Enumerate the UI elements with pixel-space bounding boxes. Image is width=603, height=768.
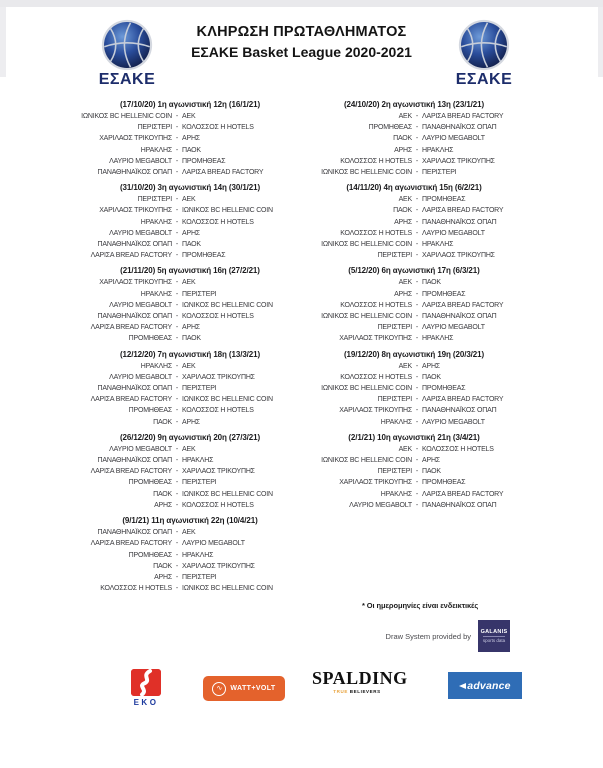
match-away-team: ΚΟΛΟΣΣΟΣ H HOTELS — [182, 407, 254, 415]
wattvolt-logo-label: WATT+VOLT — [230, 685, 276, 692]
round-header: (2/1/21) 10η αγωνιστική 21η (3/4/21) — [348, 432, 480, 442]
match-away-team: ΗΡΑΚΛΗΣ — [182, 551, 214, 559]
match-away-team: ΠΕΡΙΣΤΕΡΙ — [182, 573, 217, 581]
match-away-team: ΚΟΛΟΣΣΟΣ H HOTELS — [182, 124, 254, 132]
match-row — [270, 300, 558, 311]
match-home-team: ΙΩΝΙΚΟΣ BC HELLENIC COIN — [321, 385, 412, 393]
match-dash: - — [175, 385, 179, 393]
galanis-logo-name: GALANIS — [480, 629, 508, 635]
match-dash: - — [175, 135, 179, 143]
match-dash: - — [415, 445, 419, 453]
match-dash: - — [175, 445, 179, 453]
match-away-team: ΠΑΟΚ — [422, 373, 441, 381]
match-away-team: ΙΩΝΙΚΟΣ BC HELLENIC COIN — [182, 396, 273, 404]
dates-indicative-note: * Οι ημερομηνίες είναι ενδεικτικές — [362, 601, 479, 610]
match-away-team: ΠΑΝΑΘΗΝΑΪΚΟΣ ΟΠΑΠ — [422, 501, 497, 509]
wattvolt-wave-icon: ∿ — [212, 682, 226, 696]
round-header: (17/10/20) 1η αγωνιστική 12η (16/1/21) — [119, 100, 261, 109]
round-header: (26/12/20) 9η αγωνιστική 20η (27/3/21) — [119, 432, 261, 442]
esake-logo-label: ΕΣΑΚΕ — [455, 71, 513, 88]
match-away-team: ΛΑΡΙΣΑ BREAD FACTORY — [422, 396, 504, 404]
match-home-team: ΑΕΚ — [398, 196, 412, 204]
match-row — [270, 361, 558, 372]
match-away-team: ΗΡΑΚΛΗΣ — [422, 146, 454, 154]
match-away-team: ΑΕΚ — [182, 445, 196, 453]
match-row — [270, 122, 558, 133]
match-away-team: ΑΕΚ — [182, 362, 196, 370]
match-away-team: ΠΡΟΜΗΘΕΑΣ — [182, 157, 226, 165]
match-dash: - — [175, 585, 179, 593]
match-away-team: ΑΕΚ — [182, 196, 196, 204]
match-away-team: ΧΑΡΙΛΑΟΣ ΤΡΙΚΟΥΠΗΣ — [182, 562, 255, 570]
match-home-team: ΚΟΛΟΣΣΟΣ H HOTELS — [340, 373, 412, 381]
round-block — [270, 349, 558, 428]
match-away-team: ΛΑΡΙΣΑ BREAD FACTORY — [422, 113, 504, 120]
round-header: (9/1/21) 11η αγωνιστική 22η (10/4/21) — [122, 516, 258, 526]
wattvolt-logo — [203, 676, 285, 701]
match-row — [270, 277, 558, 288]
match-row — [270, 489, 558, 500]
match-dash: - — [175, 396, 179, 404]
match-row — [270, 466, 558, 477]
match-row — [270, 417, 558, 428]
match-away-team: ΑΕΚ — [182, 113, 196, 120]
match-away-team: ΚΟΛΟΣΣΟΣ H HOTELS — [182, 218, 254, 226]
match-dash: - — [175, 335, 179, 343]
match-dash: - — [415, 396, 419, 404]
match-away-team: ΚΟΛΟΣΣΟΣ H HOTELS — [422, 445, 494, 453]
match-away-team: ΙΩΝΙΚΟΣ BC HELLENIC COIN — [182, 585, 273, 593]
match-home-team: ΧΑΡΙΛΑΟΣ ΤΡΙΚΟΥΠΗΣ — [99, 279, 172, 287]
match-away-team: ΧΑΡΙΛΑΟΣ ΤΡΙΚΟΥΠΗΣ — [422, 252, 495, 260]
match-dash: - — [175, 324, 179, 332]
match-away-team: ΙΩΝΙΚΟΣ BC HELLENIC COIN — [182, 207, 273, 215]
round-block — [270, 265, 558, 344]
match-home-team: ΛΑΥΡΙΟ MEGABOLT — [109, 157, 172, 165]
match-dash: - — [175, 562, 179, 570]
advance-arrow-icon — [459, 683, 466, 689]
match-home-team: ΠΕΡΙΣΤΕΡΙ — [377, 252, 412, 260]
match-home-team: ΙΩΝΙΚΟΣ BC HELLENIC COIN — [321, 313, 412, 321]
match-home-team: ΑΡΗΣ — [394, 146, 412, 154]
match-home-team: ΛΑΡΙΣΑ BREAD FACTORY — [90, 252, 172, 260]
match-dash: - — [415, 479, 419, 487]
round-block — [30, 515, 350, 594]
match-dash: - — [175, 301, 179, 309]
match-dash: - — [175, 313, 179, 321]
match-dash: - — [415, 157, 419, 165]
match-dash: - — [415, 196, 419, 204]
match-home-team: ΗΡΑΚΛΗΣ — [380, 418, 412, 426]
match-away-team: ΠΕΡΙΣΤΕΡΙ — [422, 169, 457, 177]
match-away-team: ΛΑΥΡΙΟ MEGABOLT — [422, 135, 485, 143]
match-away-team: ΗΡΑΚΛΗΣ — [182, 457, 214, 465]
match-away-team: ΠΑΟΚ — [422, 468, 441, 476]
match-dash: - — [175, 551, 179, 559]
match-away-team: ΑΡΗΣ — [182, 135, 200, 143]
match-away-team: ΑΡΗΣ — [182, 324, 200, 332]
match-home-team: ΙΩΝΙΚΟΣ BC HELLENIC COIN — [321, 169, 412, 177]
advance-logo-label: advance — [467, 679, 511, 692]
match-dash: - — [415, 457, 419, 465]
match-dash: - — [415, 335, 419, 343]
match-dash: - — [175, 490, 179, 498]
match-home-team: ΠΕΡΙΣΤΕΡΙ — [137, 124, 172, 132]
match-dash: - — [175, 290, 179, 298]
match-away-team: ΧΑΡΙΛΑΟΣ ΤΡΙΚΟΥΠΗΣ — [422, 157, 495, 165]
match-row — [270, 333, 558, 344]
eko-logo-label: EKO — [133, 698, 159, 707]
spalding-tagline-left: TRUE — [333, 689, 348, 694]
draw-system-label: Draw System provided by — [385, 631, 471, 641]
sponsor-wattvolt — [203, 676, 285, 701]
match-home-team: ΛΑΥΡΙΟ MEGABOLT — [109, 373, 172, 381]
match-dash: - — [415, 290, 419, 298]
match-row — [270, 217, 558, 228]
match-home-team: ΠΑΝΑΘΗΝΑΪΚΟΣ ΟΠΑΠ — [97, 529, 172, 537]
round-header: (24/10/20) 2η αγωνιστική 13η (23/1/21) — [343, 100, 485, 109]
match-dash: - — [175, 468, 179, 476]
basketball-icon — [458, 19, 510, 71]
match-home-team: ΠΕΡΙΣΤΕΡΙ — [377, 324, 412, 332]
match-dash: - — [415, 362, 419, 370]
match-row — [30, 527, 350, 538]
match-dash: - — [415, 135, 419, 143]
match-home-team: ΑΡΗΣ — [154, 501, 172, 509]
match-away-team: ΠΑΟΚ — [182, 335, 201, 343]
match-home-team: ΧΑΡΙΛΑΟΣ ΤΡΙΚΟΥΠΗΣ — [99, 135, 172, 143]
match-away-team: ΠΑΝΑΘΗΝΑΪΚΟΣ ΟΠΑΠ — [422, 313, 497, 321]
match-away-team: ΠΡΟΜΗΘΕΑΣ — [422, 196, 466, 204]
match-away-team: ΑΡΗΣ — [182, 229, 200, 237]
match-home-team: ΚΟΛΟΣΣΟΣ H HOTELS — [340, 229, 412, 237]
match-dash: - — [415, 229, 419, 237]
match-home-team: ΠΑΟΚ — [153, 562, 172, 570]
match-home-team: ΛΑΡΙΣΑ BREAD FACTORY — [90, 396, 172, 404]
match-home-team: ΛΑΥΡΙΟ MEGABOLT — [349, 501, 412, 509]
match-dash: - — [415, 169, 419, 177]
match-away-team: ΛΑΡΙΣΑ BREAD FACTORY — [422, 490, 504, 498]
match-dash: - — [175, 540, 179, 548]
match-dash: - — [415, 301, 419, 309]
match-row — [270, 289, 558, 300]
match-home-team: ΧΑΡΙΛΑΟΣ ΤΡΙΚΟΥΠΗΣ — [339, 335, 412, 343]
match-dash: - — [175, 373, 179, 381]
match-away-team: ΑΕΚ — [182, 529, 196, 537]
match-dash: - — [415, 385, 419, 393]
match-row — [270, 394, 558, 405]
match-dash: - — [415, 146, 419, 154]
match-home-team: ΑΡΗΣ — [394, 290, 412, 298]
match-row — [270, 383, 558, 394]
match-away-team: ΛΑΥΡΙΟ MEGABOLT — [422, 324, 485, 332]
match-row — [30, 583, 350, 594]
galanis-logo-tagline: sports data — [482, 638, 506, 643]
match-dash: - — [415, 124, 419, 132]
match-home-team: ΙΩΝΙΚΟΣ BC HELLENIC COIN — [81, 113, 172, 120]
match-away-team: ΑΡΗΣ — [422, 457, 440, 465]
round-header: (21/11/20) 5η αγωνιστική 16η (27/2/21) — [120, 266, 260, 276]
match-away-team: ΧΑΡΙΛΑΟΣ ΤΡΙΚΟΥΠΗΣ — [182, 468, 255, 476]
match-home-team: ΑΡΗΣ — [394, 218, 412, 226]
match-home-team: ΠΑΟΚ — [153, 490, 172, 498]
match-home-team: ΠΑΝΑΘΗΝΑΪΚΟΣ ΟΠΑΠ — [97, 241, 172, 249]
match-away-team: ΠΑΟΚ — [182, 146, 201, 154]
esake-logo-label: ΕΣΑΚΕ — [98, 71, 156, 88]
match-away-team: ΠΑΝΑΘΗΝΑΪΚΟΣ ΟΠΑΠ — [422, 124, 497, 132]
match-dash: - — [175, 169, 179, 177]
match-home-team: ΙΩΝΙΚΟΣ BC HELLENIC COIN — [321, 457, 412, 465]
match-dash: - — [175, 479, 179, 487]
match-home-team: ΠΡΟΜΗΘΕΑΣ — [128, 407, 172, 415]
match-away-team: ΠΡΟΜΗΘΕΑΣ — [422, 385, 466, 393]
match-row — [30, 572, 350, 583]
match-home-team: ΧΑΡΙΛΑΟΣ ΤΡΙΚΟΥΠΗΣ — [99, 207, 172, 215]
round-header: (19/12/20) 8η αγωνιστική 19η (20/3/21) — [343, 349, 485, 359]
round-block — [270, 99, 558, 178]
match-away-team: ΛΑΡΙΣΑ BREAD FACTORY — [422, 207, 504, 215]
match-home-team: ΛΑΡΙΣΑ BREAD FACTORY — [90, 468, 172, 476]
round-block — [270, 182, 558, 261]
match-away-team: ΠΕΡΙΣΤΕΡΙ — [182, 290, 217, 298]
match-dash: - — [175, 362, 179, 370]
round-header: (31/10/20) 3η αγωνιστική 14η (30/1/21) — [119, 183, 261, 193]
match-row — [270, 167, 558, 178]
match-dash: - — [175, 252, 179, 260]
match-home-team: ΚΟΛΟΣΣΟΣ H HOTELS — [340, 157, 412, 165]
match-dash: - — [175, 279, 179, 287]
match-dash: - — [415, 218, 419, 226]
match-row — [270, 239, 558, 250]
match-dash: - — [415, 252, 419, 260]
match-away-team: ΠΡΟΜΗΘΕΑΣ — [422, 479, 466, 487]
match-home-team: ΛΑΥΡΙΟ MEGABOLT — [109, 445, 172, 453]
match-home-team: ΗΡΑΚΛΗΣ — [380, 490, 412, 498]
match-home-team: ΑΕΚ — [398, 362, 412, 370]
match-away-team: ΠΑΝΑΘΗΝΑΪΚΟΣ ΟΠΑΠ — [422, 407, 497, 415]
match-dash: - — [175, 418, 179, 426]
match-home-team: ΗΡΑΚΛΗΣ — [140, 362, 172, 370]
match-dash: - — [175, 196, 179, 204]
round-header: (12/12/20) 7η αγωνιστική 18η (13/3/21) — [119, 349, 261, 359]
match-row — [270, 500, 558, 511]
match-home-team: ΧΑΡΙΛΑΟΣ ΤΡΙΚΟΥΠΗΣ — [339, 407, 412, 415]
match-home-team: ΚΟΛΟΣΣΟΣ H HOTELS — [340, 301, 412, 309]
match-home-team: ΑΕΚ — [398, 279, 412, 287]
sponsor-spalding — [312, 668, 408, 694]
match-home-team: ΛΑΡΙΣΑ BREAD FACTORY — [90, 324, 172, 332]
match-away-team: ΠΕΡΙΣΤΕΡΙ — [182, 385, 217, 393]
match-home-team: ΠΡΟΜΗΘΕΑΣ — [128, 551, 172, 559]
eko-icon — [131, 669, 161, 696]
match-dash: - — [175, 573, 179, 581]
match-home-team: ΑΡΗΣ — [154, 573, 172, 581]
match-away-team: ΑΡΗΣ — [422, 362, 440, 370]
match-home-team: ΠΑΟΚ — [153, 418, 172, 426]
match-home-team: ΑΕΚ — [398, 113, 412, 120]
match-home-team: ΠΡΟΜΗΘΕΑΣ — [368, 124, 412, 132]
match-away-team: ΙΩΝΙΚΟΣ BC HELLENIC COIN — [182, 301, 273, 309]
match-away-team: ΛΑΥΡΙΟ MEGABOLT — [422, 418, 485, 426]
match-home-team: ΠΡΟΜΗΘΕΑΣ — [128, 479, 172, 487]
match-dash: - — [415, 468, 419, 476]
match-dash: - — [415, 207, 419, 215]
match-row — [270, 311, 558, 322]
esake-logo-right — [451, 19, 517, 89]
match-dash: - — [175, 113, 179, 120]
match-dash: - — [415, 501, 419, 509]
spalding-tagline — [312, 689, 402, 694]
match-away-team: ΛΑΥΡΙΟ MEGABOLT — [422, 229, 485, 237]
match-home-team: ΠΑΟΚ — [393, 207, 412, 215]
match-away-team: ΚΟΛΟΣΣΟΣ H HOTELS — [182, 313, 254, 321]
match-home-team: ΠΑΝΑΘΗΝΑΪΚΟΣ ΟΠΑΠ — [97, 169, 172, 177]
advance-logo — [448, 672, 522, 699]
match-away-team: ΠΑΟΚ — [182, 241, 201, 249]
match-dash: - — [175, 207, 179, 215]
match-row — [270, 322, 558, 333]
page-top-edge — [0, 0, 603, 7]
match-away-team: ΠΡΟΜΗΘΕΑΣ — [182, 252, 226, 260]
match-row — [270, 455, 558, 466]
match-row — [270, 372, 558, 383]
match-row — [270, 228, 558, 239]
match-away-team: ΗΡΑΚΛΗΣ — [422, 241, 454, 249]
match-away-team: ΑΕΚ — [182, 279, 196, 287]
match-dash: - — [175, 407, 179, 415]
rounds-column-right — [270, 99, 558, 515]
match-away-team: ΠΡΟΜΗΘΕΑΣ — [422, 290, 466, 298]
match-dash: - — [175, 157, 179, 165]
match-dash: - — [175, 241, 179, 249]
match-away-team: ΛΑΡΙΣΑ BREAD FACTORY — [422, 301, 504, 309]
match-away-team: ΠΑΝΑΘΗΝΑΪΚΟΣ ΟΠΑΠ — [422, 218, 497, 226]
match-row — [270, 477, 558, 488]
match-away-team: ΗΡΑΚΛΗΣ — [422, 335, 454, 343]
match-away-team: ΛΑΥΡΙΟ MEGABOLT — [182, 540, 245, 548]
match-home-team: ΠΑΝΑΘΗΝΑΪΚΟΣ ΟΠΑΠ — [97, 313, 172, 321]
match-home-team: ΠΕΡΙΣΤΕΡΙ — [137, 196, 172, 204]
round-header: (5/12/20) 6η αγωνιστική 17η (6/3/21) — [348, 266, 480, 276]
sponsor-advance — [448, 672, 522, 699]
match-home-team: ΙΩΝΙΚΟΣ BC HELLENIC COIN — [321, 241, 412, 249]
match-dash: - — [175, 218, 179, 226]
match-home-team: ΠΑΟΚ — [393, 135, 412, 143]
match-home-team: ΛΑΡΙΣΑ BREAD FACTORY — [90, 540, 172, 548]
match-home-team: ΠΑΝΑΘΗΝΑΪΚΟΣ ΟΠΑΠ — [97, 385, 172, 393]
title-league: ΕΣΑΚΕ Basket League 2020-2021 — [191, 44, 412, 60]
match-row — [270, 405, 558, 416]
draw-system-credit — [300, 620, 510, 652]
match-dash: - — [175, 146, 179, 154]
match-dash: - — [175, 124, 179, 132]
match-home-team: ΛΑΥΡΙΟ MEGABOLT — [109, 229, 172, 237]
match-home-team: ΗΡΑΚΛΗΣ — [140, 146, 172, 154]
match-row — [270, 145, 558, 156]
match-dash: - — [415, 418, 419, 426]
match-away-team: ΚΟΛΟΣΣΟΣ H HOTELS — [182, 501, 254, 509]
spalding-tagline-right: BELIEVERS — [349, 689, 381, 694]
match-away-team: ΙΩΝΙΚΟΣ BC HELLENIC COIN — [182, 490, 273, 498]
match-home-team: ΠΑΝΑΘΗΝΑΪΚΟΣ ΟΠΑΠ — [97, 457, 172, 465]
match-row — [270, 156, 558, 167]
galanis-logo — [478, 620, 510, 652]
match-home-team: ΗΡΑΚΛΗΣ — [140, 290, 172, 298]
match-home-team: ΚΟΛΟΣΣΟΣ H HOTELS — [100, 585, 172, 593]
match-away-team: ΑΡΗΣ — [182, 418, 200, 426]
match-dash: - — [415, 490, 419, 498]
spalding-logo-label: SPALDING — [312, 668, 408, 688]
match-dash: - — [415, 313, 419, 321]
match-row — [30, 538, 350, 549]
round-header: (14/11/20) 4η αγωνιστική 15η (6/2/21) — [346, 183, 482, 193]
match-dash: - — [175, 457, 179, 465]
match-away-team: ΛΑΡΙΣΑ BREAD FACTORY — [182, 169, 264, 177]
match-home-team: ΛΑΥΡΙΟ MEGABOLT — [109, 301, 172, 309]
match-row — [270, 133, 558, 144]
match-row — [30, 561, 350, 572]
match-dash: - — [175, 529, 179, 537]
match-dash: - — [415, 241, 419, 249]
match-dash: - — [175, 229, 179, 237]
match-home-team: ΠΡΟΜΗΘΕΑΣ — [128, 335, 172, 343]
sponsor-eko — [112, 669, 180, 707]
match-row — [270, 111, 558, 122]
match-row — [30, 550, 350, 561]
match-home-team: ΠΕΡΙΣΤΕΡΙ — [377, 468, 412, 476]
match-home-team: ΠΕΡΙΣΤΕΡΙ — [377, 396, 412, 404]
match-dash: - — [415, 113, 419, 120]
match-away-team: ΠΑΟΚ — [422, 279, 441, 287]
match-away-team: ΧΑΡΙΛΑΟΣ ΤΡΙΚΟΥΠΗΣ — [182, 373, 255, 381]
match-row — [270, 205, 558, 216]
match-home-team: ΑΕΚ — [398, 445, 412, 453]
match-home-team: ΧΑΡΙΛΑΟΣ ΤΡΙΚΟΥΠΗΣ — [339, 479, 412, 487]
match-dash: - — [415, 324, 419, 332]
match-dash: - — [415, 373, 419, 381]
title-draw: ΚΛΗΡΩΣΗ ΠΡΩΤΑΘΛΗΜΑΤΟΣ — [196, 24, 407, 40]
round-block — [270, 432, 558, 511]
match-row — [270, 444, 558, 455]
match-dash: - — [175, 501, 179, 509]
match-row — [270, 250, 558, 261]
match-dash: - — [415, 279, 419, 287]
match-row — [270, 194, 558, 205]
match-dash: - — [415, 407, 419, 415]
match-home-team: ΗΡΑΚΛΗΣ — [140, 218, 172, 226]
match-away-team: ΠΕΡΙΣΤΕΡΙ — [182, 479, 217, 487]
